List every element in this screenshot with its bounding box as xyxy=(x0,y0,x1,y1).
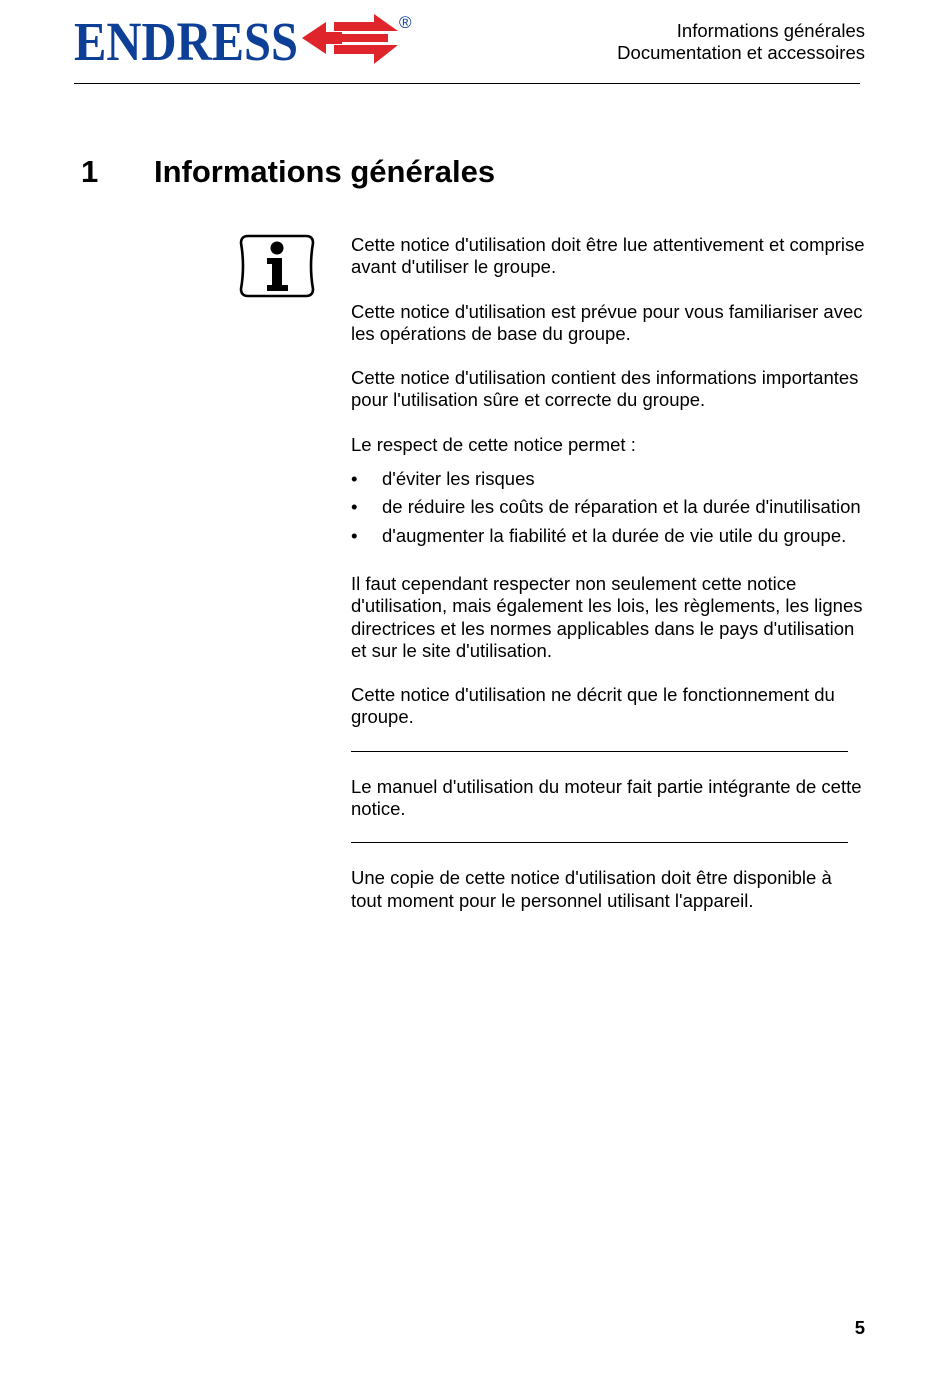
bullet-list xyxy=(351,468,866,547)
list-item-text: d'augmenter la fiabilité et la durée de vie utile du groupe. xyxy=(382,524,847,546)
paragraph: Il faut cependant respecter non seulement cette notice d'utilisation, mais également les lois, les règlements, les lignes directrices et les normes applicables dans le pays d'utilisation et sur le site d'utilisation. xyxy=(351,572,863,661)
page-number: 5 xyxy=(854,1317,865,1338)
list-item xyxy=(351,525,866,547)
bullet-marker: • xyxy=(351,524,358,546)
paragraph: Cette notice d'utilisation est prévue pour vous familiariser avec les opérations de base du groupe. xyxy=(351,300,863,344)
list-item-text: de réduire les coûts de réparation et la durée d'inutilisation xyxy=(382,496,861,518)
chapter-title: Informations générales xyxy=(154,154,496,189)
header-line-2: Documentation et accessoires xyxy=(617,42,865,63)
list-item xyxy=(351,496,866,518)
endress-logo xyxy=(74,8,418,70)
section-divider xyxy=(351,842,848,843)
bullet-marker: • xyxy=(351,468,358,490)
copy-availability-note: Une copie de cette notice d'utilisation doit être disponible à tout moment pour le personnel utilisant l'appareil. xyxy=(351,867,832,911)
header-divider xyxy=(74,83,860,84)
motor-manual-note: Le manuel d'utilisation du moteur fait partie intégrante de cette notice. xyxy=(351,775,862,820)
running-header xyxy=(617,20,865,64)
chapter-number: 1 xyxy=(81,154,99,189)
info-icon xyxy=(238,234,316,298)
svg-text:ENDRESS: ENDRESS xyxy=(74,11,298,70)
bullet-marker: • xyxy=(351,496,358,518)
list-item-text: d'éviter les risques xyxy=(382,468,535,490)
paragraph: Cette notice d'utilisation doit être lue attentivement et comprise avant d'utiliser le groupe. xyxy=(351,234,865,278)
main-content xyxy=(351,234,866,934)
paragraph: Cette notice d'utilisation contient des informations importantes pour l'utilisation sûre et correcte du groupe. xyxy=(351,367,859,411)
header-line-1: Informations générales xyxy=(676,20,865,41)
list-intro: Le respect de cette notice permet : xyxy=(351,433,636,455)
paragraph: Cette notice d'utilisation ne décrit que le fonctionnement du groupe. xyxy=(351,684,835,728)
section-divider xyxy=(351,751,848,752)
svg-text:®: ® xyxy=(399,13,412,32)
list-item xyxy=(351,468,866,490)
